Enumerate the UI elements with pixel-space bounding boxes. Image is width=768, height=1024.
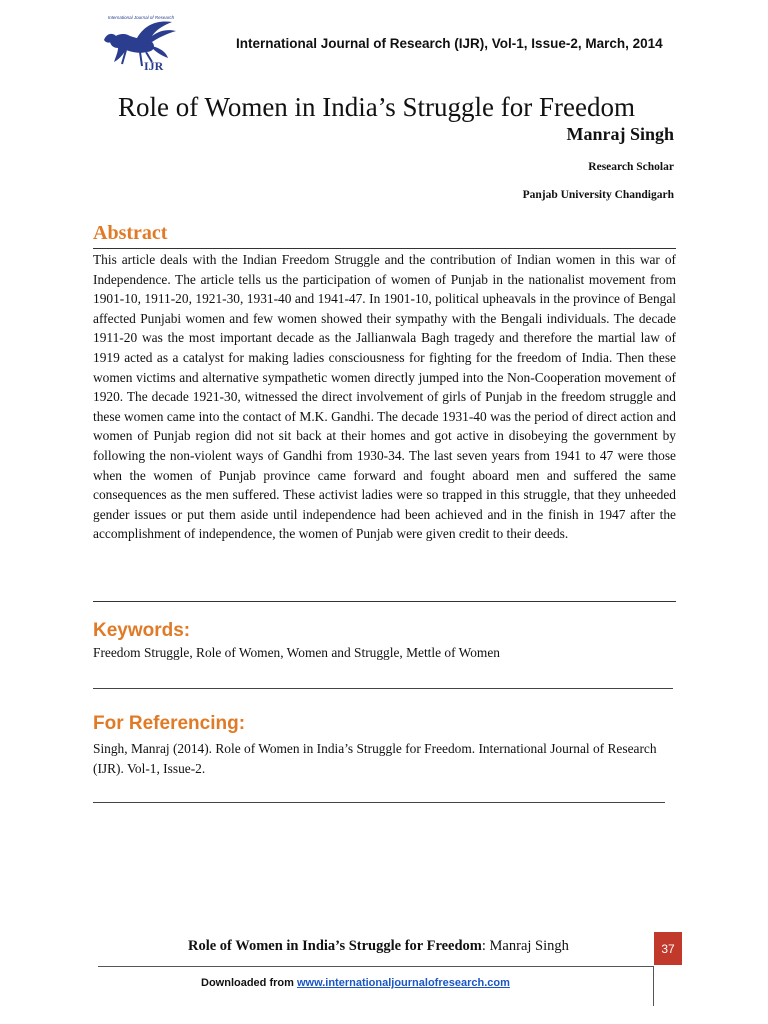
download-label: Downloaded from: [201, 977, 297, 989]
abstract-heading: Abstract: [93, 222, 168, 244]
abstract-top-rule: [93, 248, 676, 249]
footer-vertical-rule: [653, 966, 654, 1006]
journal-header: International Journal of Research (IJR), Vol-1, Issue-2, March, 2014: [236, 36, 663, 51]
footer-rule: [98, 966, 654, 967]
article-title: Role of Women in India’s Struggle for Freedom: [118, 92, 635, 122]
keywords-rule: [93, 688, 673, 689]
referencing-text: Singh, Manraj (2014). Role of Women in India’s Struggle for Freedom. International Journal of Research (IJR). Vol-1, Issue-2.: [93, 741, 657, 776]
footer-article-title: Role of Women in India’s Struggle for Freedom: [188, 938, 482, 954]
logo-top-text: International Journal of Research: [107, 15, 175, 20]
keywords-heading: Keywords:: [93, 620, 191, 641]
page-number-badge: 37: [654, 932, 682, 965]
keywords-text: Freedom Struggle, Role of Women, Women and Struggle, Mettle of Women: [93, 645, 500, 660]
abstract-bottom-rule: [93, 601, 676, 602]
author-name: Manraj Singh: [566, 124, 674, 144]
referencing-rule: [93, 802, 665, 803]
pegasus-logo-icon: [96, 12, 186, 74]
logo-text: IJR: [144, 59, 164, 73]
footer-title: [188, 938, 569, 955]
website-link[interactable]: www.internationaljournalofresearch.com: [296, 977, 510, 989]
footer-author: : Manraj Singh: [481, 938, 569, 954]
affiliation-role: Research Scholar: [588, 161, 674, 173]
download-note: [201, 977, 510, 989]
referencing-heading: For Referencing:: [93, 713, 246, 734]
journal-logo: [96, 12, 186, 74]
abstract-text: This article deals with the Indian Freedom Struggle and the contribution of Indian women in this war of Independence. The article tells us the participation of women of Punjab in the nationalist movement from 1901-10, 1911-20, 1921-30, 1931-40 and 1941-47. In 1901-10, political upheavals in the province of Bengal affected Punjabi women and few women showed their sympathy with the Bengali individuals. The decade 1911-20 was the most important decade as the Jallianwala Bagh tragedy and therefore the martial law of 1919 acted as a catalyst for making ladies consciousness for fighting for the freedom of India. Then these women victims and alternative sympathetic women directly jumped into the Non-Cooperation movement of 1920. The decade 1921-30, witnessed the direct involvement of girls of Punjab in the freedom struggle and these women came into the contact of M.K. Gandhi. The decade 1931-40 was the period of direct action and women of Punjab region did not sit back at their homes and got active in disobeying the government by following the non-violent ways of Gandhi from 1930-34. The last seven years from 1941 to 47 were those when the women of Punjab province came forward and fought aboard men and suffered the same consequences as the men suffered. These activist ladies were so trapped in this struggle, that they unheeded gender issues or put them aside until independence had been achieved and in the finish in 1947 after the accomplishment of independence, the women of Punjab were given credit to their deeds.: [93, 252, 676, 542]
affiliation-institution: Panjab University Chandigarh: [522, 189, 674, 201]
